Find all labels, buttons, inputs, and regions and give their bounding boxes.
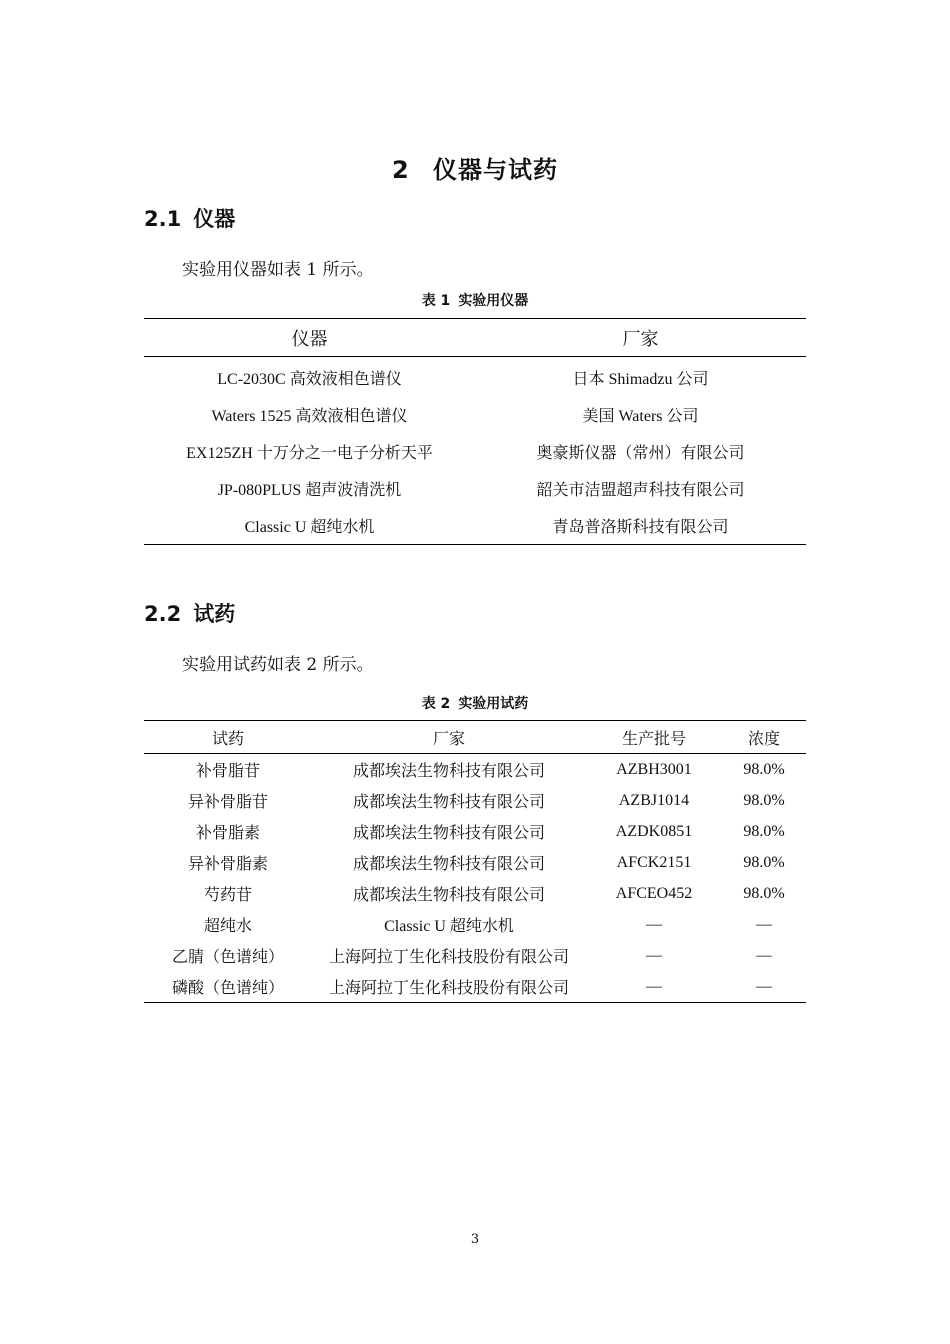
table-cell: 98.0% (743, 822, 785, 840)
table-cell: — (756, 946, 772, 964)
table2-caption-title: 实验用试药 (458, 696, 529, 712)
table-cell: 成都埃法生物科技有限公司 (352, 887, 545, 904)
table-cell: 补骨脂素 (195, 825, 260, 842)
table-cell: 成都埃法生物科技有限公司 (352, 763, 545, 780)
chapter-title (0, 150, 950, 185)
table-cell: — (756, 915, 772, 933)
table-cell: AZBH3001 (616, 760, 692, 778)
table-cell: AZDK0851 (615, 822, 693, 840)
table-cell: AFCK2151 (616, 853, 692, 871)
table-cell: JP-080PLUS 超声波清洗机 (217, 482, 402, 499)
table-cell: Classic U 超纯水机 (384, 918, 514, 935)
table-cell: 日本 Shimadzu 公司 (572, 371, 709, 388)
table1-caption-title: 实验用仪器 (458, 293, 529, 309)
table-cell: 芍药苷 (203, 887, 252, 904)
table-cell: — (722, 971, 806, 1003)
table2-caption-number: 表 2 (421, 696, 451, 712)
table-cell: 乙腈（色谱纯） (171, 949, 284, 966)
table-row (144, 878, 806, 909)
table-header-cell: 浓度 (722, 721, 806, 754)
table-row (144, 357, 806, 397)
table-cell: 上海阿拉丁生化科技股份有限公司 (328, 949, 569, 966)
table-cell: 美国 Waters 公司 (582, 408, 699, 425)
table-row (144, 507, 806, 545)
table-header-cell: 厂家 (475, 319, 806, 357)
table-header-cell: 生产批号 (586, 721, 722, 754)
table-row (144, 816, 806, 847)
table-cell: Waters 1525 高效液相色谱仪 (211, 408, 408, 425)
table-cell: 韶关市洁盟超声科技有限公司 (536, 482, 745, 499)
table-row (144, 971, 806, 1003)
chapter-number: 2 (391, 156, 410, 184)
table-cell: 98.0% (743, 853, 785, 871)
table-cell: AZBJ1014 (618, 791, 690, 809)
table-cell: — (646, 915, 662, 933)
table-cell: 异补骨脂苷 (187, 794, 268, 811)
table-cell: 98.0% (743, 791, 785, 809)
paragraph-instruments: 实验用仪器如表 1 所示。 (182, 260, 374, 280)
table-cell: 上海阿拉丁生化科技股份有限公司 (312, 971, 586, 1003)
section-number: 2.2 (144, 602, 182, 626)
table-cell: — (586, 971, 722, 1003)
section-title: 仪器 (193, 207, 236, 231)
table-header-row (144, 319, 806, 357)
instruments-table (144, 318, 806, 545)
table-cell: 奥豪斯仪器（常州）有限公司 (536, 445, 745, 462)
table-cell: Classic U 超纯水机 (144, 507, 475, 545)
table-row (144, 940, 806, 971)
table-row (144, 847, 806, 878)
table-cell: — (646, 946, 662, 964)
table-row (144, 396, 806, 433)
table-cell: 成都埃法生物科技有限公司 (352, 856, 545, 873)
table-cell: 成都埃法生物科技有限公司 (352, 794, 545, 811)
table-cell: 补骨脂苷 (195, 763, 260, 780)
chapter-title-text: 仪器与试药 (433, 156, 559, 184)
table-cell: 98.0% (743, 760, 785, 778)
table-cell: 磷酸（色谱纯） (144, 971, 312, 1003)
table2-caption (0, 693, 950, 713)
table1-caption-number: 表 1 (421, 293, 451, 309)
section-heading-instruments (144, 203, 235, 233)
table-row (144, 470, 806, 507)
table-cell: 98.0% (743, 884, 785, 902)
table-row (144, 785, 806, 816)
reagents-table (144, 720, 806, 1003)
section-heading-reagents (144, 598, 235, 628)
paragraph-reagents: 实验用试药如表 2 所示。 (182, 655, 374, 675)
table-cell: 超纯水 (203, 918, 252, 935)
table-cell: AFCEO452 (615, 884, 693, 902)
table-cell: 青岛普洛斯科技有限公司 (475, 507, 806, 545)
page-number: 3 (470, 1232, 480, 1247)
section-title: 试药 (193, 602, 236, 626)
table-cell: 异补骨脂素 (187, 856, 268, 873)
table1-caption (0, 290, 950, 310)
table-header-row (144, 721, 806, 754)
table-cell: EX125ZH 十万分之一电子分析天平 (186, 445, 433, 462)
table-row (144, 754, 806, 786)
table-cell: 成都埃法生物科技有限公司 (352, 825, 545, 842)
table-row (144, 909, 806, 940)
table-header-cell: 仪器 (144, 319, 475, 357)
table-cell: LC-2030C 高效液相色谱仪 (217, 371, 402, 388)
table-row (144, 433, 806, 470)
section-number: 2.1 (144, 207, 182, 231)
table-header-cell: 厂家 (312, 721, 586, 754)
table-header-cell: 试药 (144, 721, 312, 754)
